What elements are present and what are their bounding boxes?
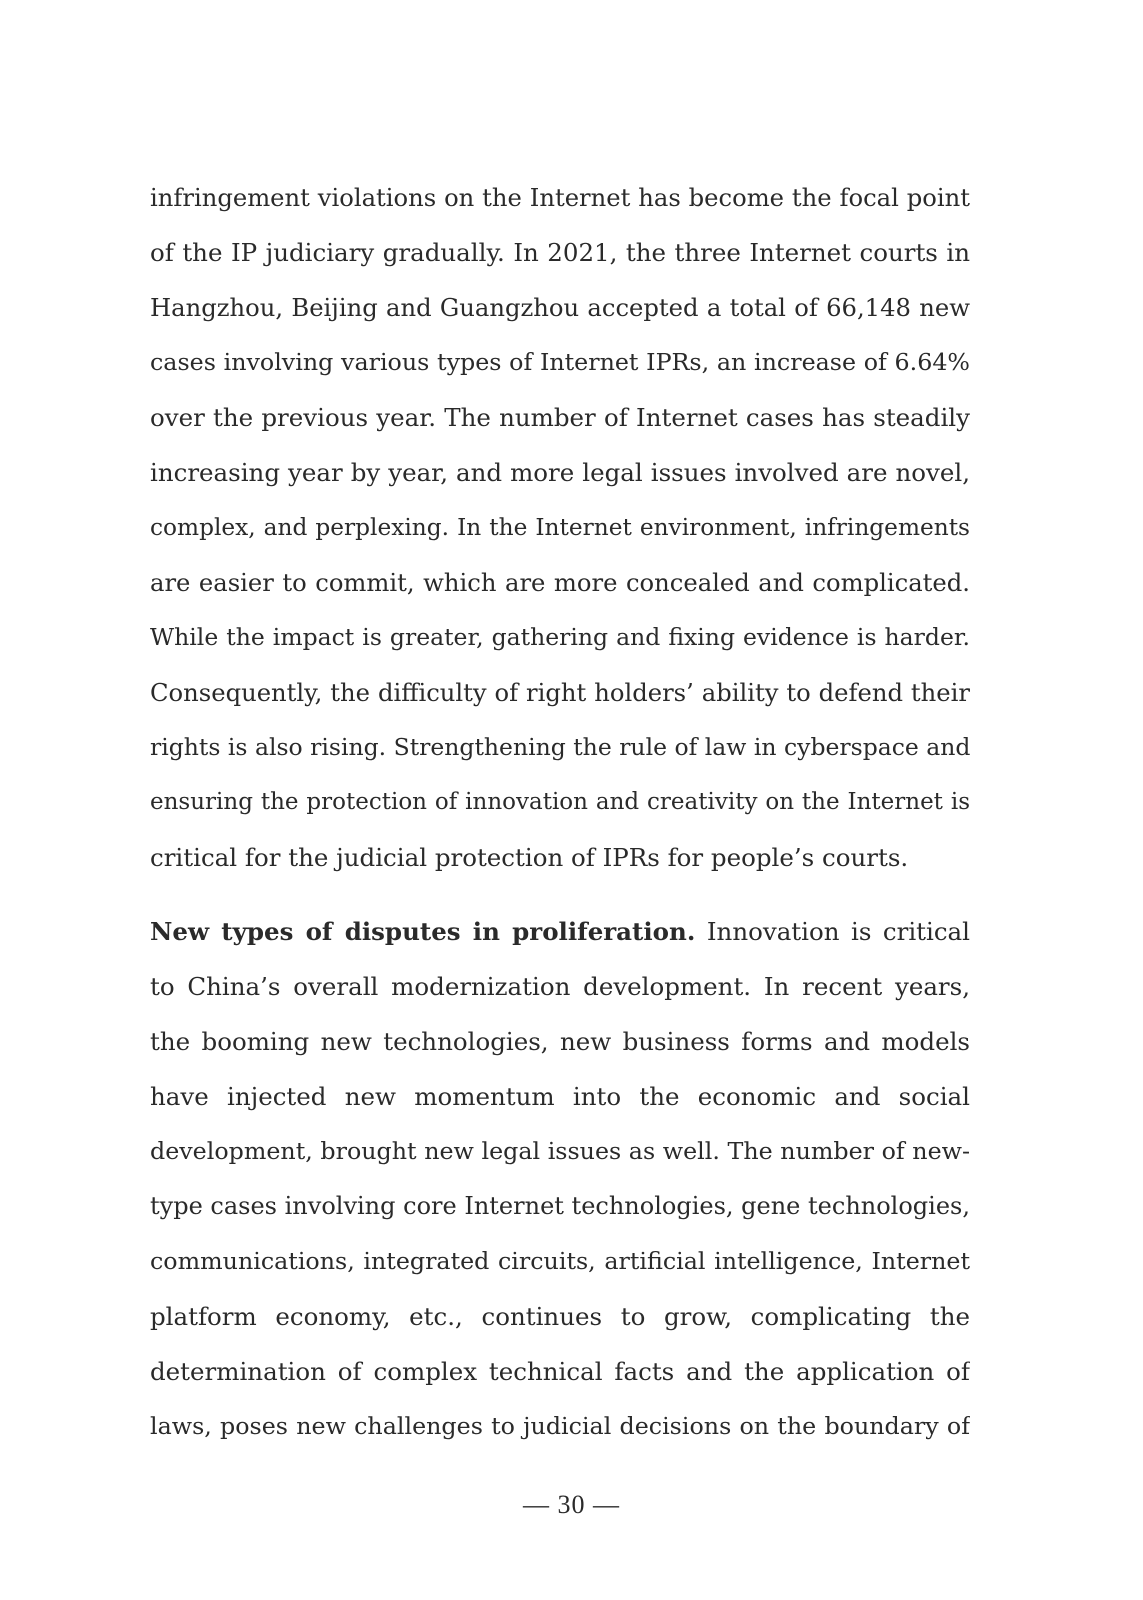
text-line: rights is also rising. Strengthening the rule of law in cyberspace and [150,733,970,761]
text-line: Hangzhou, Beijing and Guangzhou accepted a total of 66,148 new [150,293,970,322]
text-line: are easier to commit, which are more concealed and complicated. [150,568,970,597]
text-line: cases involving various types of Internet IPRs, an increase of 6.64% [150,348,970,376]
text-line: laws, poses new challenges to judicial decisions on the boundary of [150,1412,970,1440]
text-line: have injected new momentum into the economic and social [150,1082,970,1111]
text-line: of the IP judiciary gradually. In 2021, the three Internet courts in [150,238,970,267]
text-line: complex, and perplexing. In the Internet environment, infringements [150,514,970,541]
text-line: determination of complex technical facts and the application of [150,1357,970,1386]
page-number: — 30 — [523,1490,620,1519]
text-line: While the impact is greater, gathering and fixing evidence is harder. [150,623,970,651]
paragraph-new-disputes [150,904,970,1454]
text-line: communications, integrated circuits, artificial intelligence, Internet [150,1247,970,1275]
text-line: the booming new technologies, new business forms and models [150,1027,970,1056]
paragraph-lead-heading: New types of disputes in proliferation. [150,917,696,946]
text-line: platform economy, etc., continues to grow, complicating the [150,1302,970,1331]
text-line: to China’s overall modernization development. In recent years, [150,972,970,1001]
paragraph-internet-cases [150,170,970,885]
text-line: increasing year by year, and more legal issues involved are novel, [150,458,970,487]
text-line: ensuring the protection of innovation and creativity on the Internet is [150,789,970,815]
text-line-with-heading [150,904,970,959]
text-line: development, brought new legal issues as well. The number of new- [150,1137,970,1165]
text-line: critical for the judicial protection of IPRs for people’s courts. [150,843,909,872]
text-line-rest: Innovation is critical [695,917,970,946]
text-line: infringement violations on the Internet has become the focal point [150,183,970,212]
text-line: Consequently, the difficulty of right holders’ ability to defend their [150,678,970,707]
text-line: type cases involving core Internet technologies, gene technologies, [150,1192,970,1220]
text-line: over the previous year. The number of Internet cases has steadily [150,403,970,432]
